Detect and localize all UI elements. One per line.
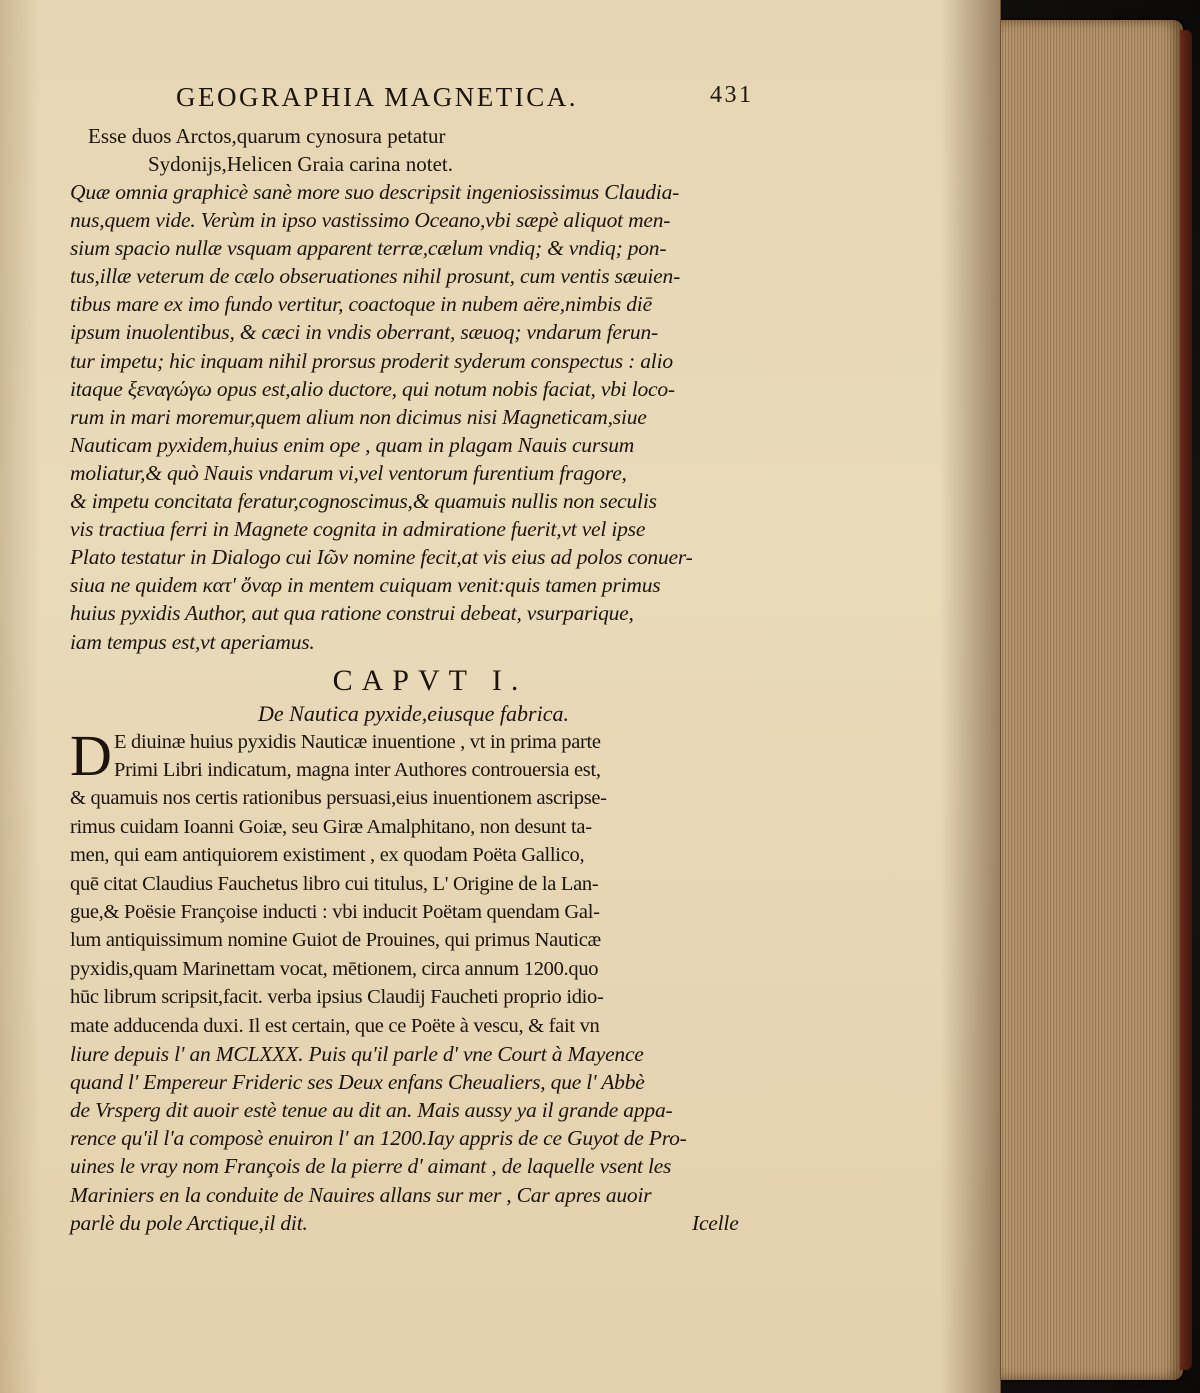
text-line: nus,quem vide. Verùm in ipso vastissimo Oceano,vbi sæpè aliquot men-	[70, 208, 671, 233]
verse-line: Sydonijs,Helicen Graia carina notet.	[148, 152, 453, 176]
text-line: uines le vray nom François de la pierre d' aimant , de laquelle vsent les	[70, 1154, 672, 1179]
text-line: huius pyxidis Author, aut qua ratione construi debeat, vsurparique,	[70, 601, 634, 626]
last-line-row	[70, 1209, 790, 1237]
text-line: moliatur,& quò Nauis vndarum vi,vel ventorum furentium fragore,	[70, 460, 627, 485]
text-line: mate adducenda duxi. Il est certain, que ce Poëte à vescu, & fait vn	[70, 1014, 600, 1037]
text-line: rence qu'il l'a composè enuiron l' an 1200.Iay appris de ce Guyot de Pro-	[70, 1126, 687, 1151]
catchword: Icelle	[692, 1210, 739, 1235]
text-line: vis tractiua ferri in Magnete cognita in admiratione fuerit,vt vel ipse	[70, 517, 646, 542]
text-line: de Vrsperg dit auoir estè tenue au dit an. Mais aussy ya il grande appa-	[70, 1098, 673, 1123]
page-edges	[988, 20, 1183, 1380]
text-line: itaque ξεναγώγω opus est,alio ductore, qui notum nobis faciat, vbi loco-	[70, 376, 675, 401]
text-line: iam tempus est,vt aperiamus.	[70, 629, 315, 654]
text-line: quand l' Empereur Frideric ses Deux enfans Cheualiers, que l' Abbè	[70, 1070, 645, 1095]
text-line: rum in mari moremur,quem alium non dicimus nisi Magneticam,siue	[70, 404, 647, 429]
paragraph-french-quote	[70, 1040, 790, 1237]
text-line: gue,& Poësie Françoise inducti : vbi inducit Poëtam quendam Gal-	[70, 901, 600, 924]
text-line: tus,illæ veterum de cælo obseruationes nihil prosunt, cum ventis sæuien-	[70, 264, 681, 289]
text-line: quē citat Claudius Fauchetus libro cui titulus, L' Origine de la Lan-	[70, 872, 599, 895]
text-line: tibus mare ex imo fundo vertitur, coactoque in nubem aëre,nimbis diē	[70, 292, 652, 317]
paragraph-roman	[70, 722, 790, 1040]
paragraph-italic	[70, 178, 790, 656]
text-line: tur impetu; hic inquam nihil prorsus proderit syderum conspectus : alio	[70, 348, 673, 373]
text-line: hūc librum scripsit,facit. verba ipsius Claudij Faucheti proprio idio-	[70, 986, 604, 1009]
page-number: 431	[710, 82, 754, 108]
chapter-subtitle: De Nautica pyxide,eiusque fabrica.	[258, 700, 569, 726]
running-head	[70, 80, 790, 122]
text-line: E diuinæ huius pyxidis Nauticæ inuentione , vt in prima parte	[114, 730, 601, 753]
text-line: pyxidis,quam Marinettam vocat, mētionem, circa annum 1200.quo	[70, 957, 599, 980]
text-line: & quamuis nos certis rationibus persuasi,eius inuentionem ascripse-	[70, 787, 607, 810]
page-text	[70, 80, 790, 1237]
text-line: parlè du pole Arctique,il dit.	[70, 1210, 308, 1235]
text-line: sium spacio nullæ vsquam apparent terræ,cælum vndiq; & vndiq; pon-	[70, 236, 667, 261]
text-line: Plato testatur in Dialogo cui Ιῶν nomine fecit,at vis eius ad polos conuer-	[70, 545, 693, 570]
text-line: Mariniers en la conduite de Nauires allans sur mer , Car apres auoir	[70, 1182, 652, 1207]
cover-edge	[1180, 30, 1192, 1370]
text-line: Primi Libri indicatum, magna inter Authores controuersia est,	[114, 759, 601, 781]
text-line: rimus cuidam Ioanni Goiæ, seu Giræ Amalphitano, non desunt ta-	[70, 815, 592, 838]
text-line: siua ne quidem κατ' ὄναρ in mentem cuiquam venit:quis tamen primus	[70, 573, 661, 598]
text-line: Nauticam pyxidem,huius enim ope , quam in plagam Nauis cursum	[70, 432, 635, 457]
verse-line: Esse duos Arctos,quarum cynosura petatur	[88, 124, 446, 148]
text-line: & impetu concitata feratur,cognoscimus,& quamuis nullis non seculis	[70, 489, 657, 514]
drop-cap: D	[70, 722, 112, 788]
text-line: lum antiquissimum nomine Guiot de Prouines, qui primus Nauticæ	[70, 929, 601, 952]
text-line: men, qui eam antiquiorem existiment , ex quodam Poëta Gallico,	[70, 844, 585, 867]
text-line: Quæ omnia graphicè sanè more suo descripsit ingeniosissimus Claudia-	[70, 180, 680, 204]
chapter-heading: CAPVT I.	[332, 663, 528, 697]
text-line: ipsum inuolentibus, & cæci in vndis oberrant, sæuoq; vndarum ferun-	[70, 320, 658, 345]
running-head-title: GEOGRAPHIA MAGNETICA.	[176, 82, 578, 112]
text-line: liure depuis l' an MCLXXX. Puis qu'il parle d' vne Court à Mayence	[70, 1042, 644, 1067]
